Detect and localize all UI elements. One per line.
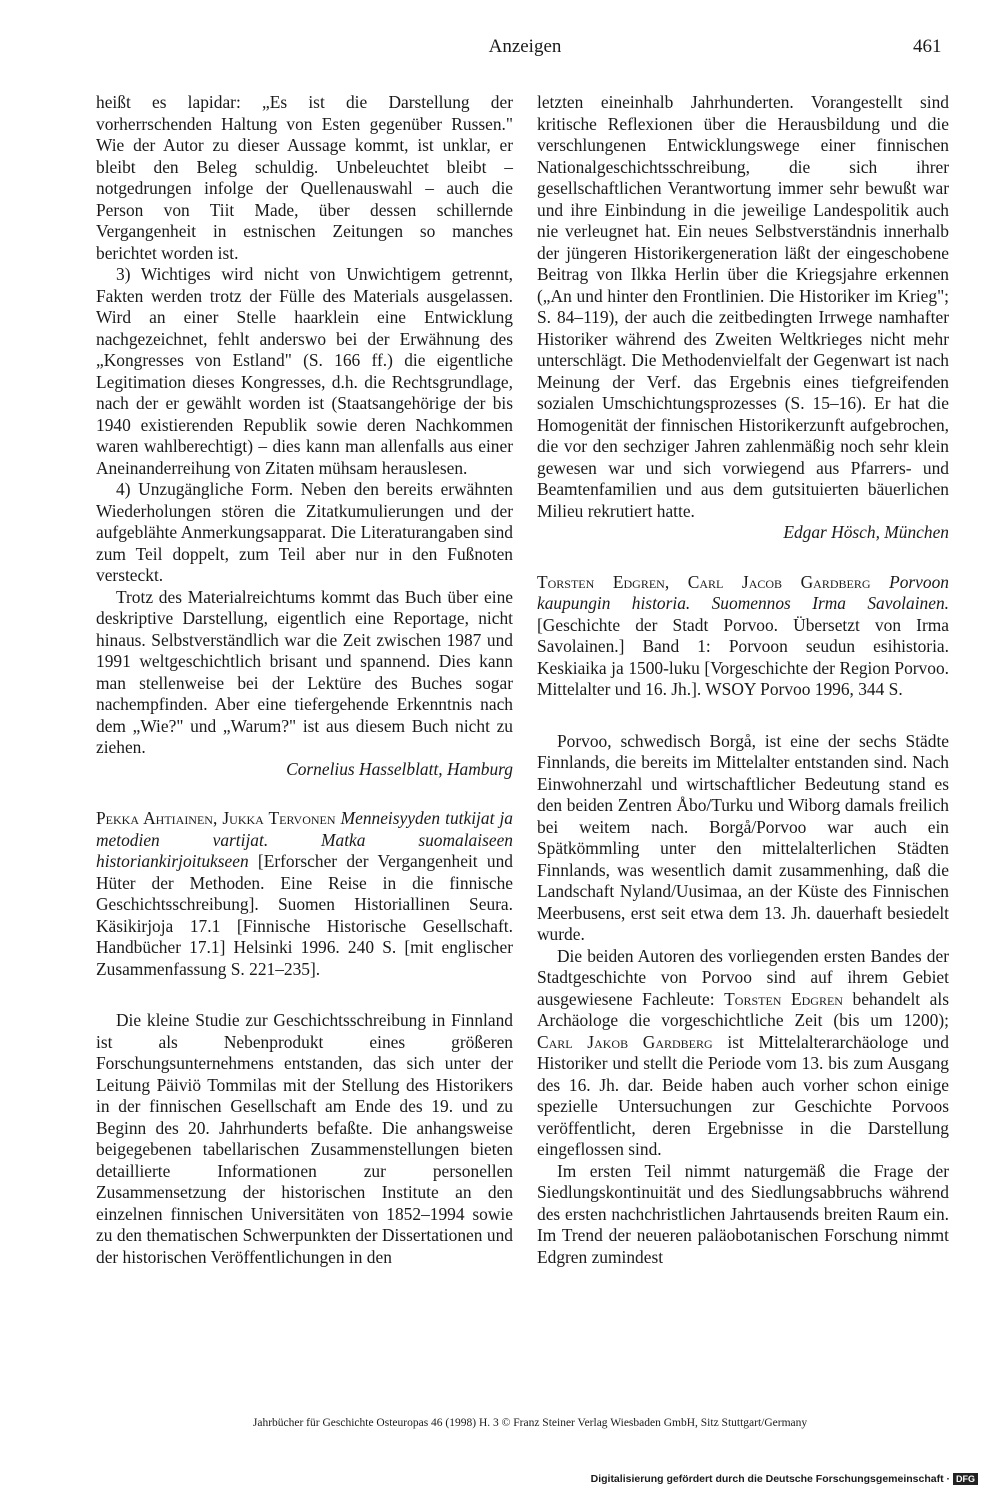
review3-paragraph-2: Die beiden Autoren des vorliegenden ersten Bandes der Stadtgeschichte von Porvoo sind auf ihrem Gebiet ausgewiesene Fachleute: Torsten Edgren behandelt als Archäologe die vorgeschichtliche Zeit (bis um 1200); Carl Jakob Gardberg ist Mittelalterarchäologe und Historiker und stellt die Periode vom 13. bis zum Ausgang des 16. Jh. dar. Beide haben auch vorher schon einige spezielle Untersuchungen zur Geschichte Porvoos veröffentlicht, deren Ergebnisse in die Darstellung eingeflossen sind.	[537, 945, 949, 1159]
footer-citation: Jahrbücher für Geschichte Osteuropas 46 (1998) H. 3 © Franz Steiner Verlag Wiesbaden GmbH, Sitz Stuttgart/Germany	[252, 1417, 808, 1429]
dfg-logo-icon: DFG	[953, 1473, 978, 1485]
review2-signature: Edgar Hösch, München	[783, 522, 949, 542]
review1-paragraph-3: 4) Unzugängliche Form. Neben den bereits erwähnten Wiederholungen stören die Zitatkumulierungen und der aufgeblähte Anmerkungsapparat. Die Literaturangaben sind zum Teil doppelt, zum Teil aber nur in den Fußnoten versteckt.	[96, 479, 513, 585]
review1-signature: Cornelius Hasselblatt, Hamburg	[286, 758, 513, 779]
review2-details: [Erforscher der Vergangenheit und Hüter der Methoden. Eine Reise in die finnische Geschichtsschreibung]. Suomen Historiallinen Seura. Käsikirjoja 17.1 [Finnische Historische Gesellschaft. Handbücher 17.1] Helsinki 1996. 240 S. [mit englischer Zusammenfassung S. 221–235].	[96, 851, 513, 979]
header-title: Anzeigen	[488, 36, 562, 57]
review2-authors: Pekka Ahtiainen, Jukka Tervonen	[96, 808, 336, 828]
review3-paragraph-1: Porvoo, schwedisch Borgå, ist eine der sechs Städte Finnlands, die bereits im Mittelalter entstanden sind. Nach Einwohnerzahl und wirtschaftlicher Bedeutung stand es den beiden Zentren Åbo/Turku und Wiborg damals freilich bei weitem nach. Borgå/Porvoo war auch ein Spätkömmling unter den mittelalterlichen Städten Finnlands, was wesentlich damit zusammenhing, daß die Landschaft Nyland/Uusimaa, an der Küste des Finnischen Meerbusens, erst seit etwa dem 13. Jh. dauerhaft besiedelt wurde.	[537, 730, 949, 944]
author-name-gardberg: Carl Jakob Gardberg	[537, 1031, 713, 1052]
review3-authors: Torsten Edgren, Carl Jacob Gardberg	[537, 571, 871, 592]
review2-paragraph-2: letzten eineinhalb Jahrhunderten. Vorangestellt sind kritische Reflexionen über die Herausbildung und die verschlungenen Entwicklungswege einer finnischen Nationalgeschichtsschreibung, die sich ihrer gesellschaftlichen Verantwortung immer sehr bewußt war und ihre Einbindung in die jeweilige Landespolitik auch nie verleugnet hat. Ein neues Selbstverständnis innerhalb der jüngeren Historikergeneration läßt der eingeschobene Beitrag von Ilkka Herlin über die Kriegsjahre erkennen („An und hinter den Frontlinien. Die Historiker im Krieg"; S. 84–119), der auch die zeitbedingten Irrwege namhafter Historiker während des Zweiten Weltkrieges nicht mehr unterschlägt. Die Methodenvielfalt der Gegenwart ist nach Meinung der Verf. das Ergebnis eines tiefgreifenden sozialen Umschichtungsprozesses (S. 15–16). Er hat die Homogenität der finnischen Historikerzunft aufgebrochen, die vor den sechziger Jahren zahlenmäßig noch sehr klein gewesen war und sich vorwiegend aus Pfarrers- und Beamtenfamilien und aus dem gutsituierten bäuerlichen Milieu rekrutiert hatte.	[537, 92, 949, 521]
review3-paragraph-3: Im ersten Teil nimmt naturgemäß die Frage der Siedlungskontinuität und des Siedlungsabbruchs während des ersten nachchristlichen Jahrtausends breiten Raum ein. Im Trend der neueren paläobotanischen Forschung nimmt Edgren zumindest	[537, 1160, 949, 1267]
review1-paragraph-2: 3) Wichtiges wird nicht von Unwichtigem getrennt, Fakten werden trotz der Fülle des Materials ausgelassen. Wird an einer Stelle haarklein eine Entwicklung nachgezeichnet, fehlt anderswo bei der Erwähnung des „Kongresses von Estland" (S. 166 ff.) die eigentliche Legitimation dieses Kongresses, d.h. die Rechtsgrundlage, nach der er gewählt worden ist (Staatsangehörige der bis 1940 existierenden Republik sowie deren Nachkommen waren wahlberechtigt) – dies kann man allenfalls aus einer Aneinanderreihung von Zitaten mühsam herauslesen.	[96, 264, 513, 478]
review2-bibliography	[96, 808, 513, 980]
review1-paragraph-1: heißt es lapidar: „Es ist die Darstellung der vorherrschenden Haltung von Esten gegenüber Russen." Wie der Autor zu dieser Aussage kommt, ist unklar, er bleibt den Beleg schuldig. Unbeleuchtet bleibt – notgedrungen infolge der Quellenauswahl – auch die Person von Tiit Made, über dessen schillernde Vergangenheit in estnischen Zeitungen so manches berichtet worden ist.	[96, 92, 513, 263]
dfg-credit-text: Digitalisierung gefördert durch die Deutsche Forschungsgemeinschaft ·	[590, 1473, 950, 1485]
review2-title: Menneisyyden tutkijat ja metodien vartijat. Matka suomalaiseen historiankirjoitukseen	[96, 808, 513, 871]
author-name-edgren: Torsten Edgren	[724, 988, 843, 1009]
page-number: 461	[913, 36, 942, 57]
review3-title: Porvoon kaupungin historia. Suomennos Irma Savolainen.	[537, 571, 949, 613]
right-column	[537, 92, 949, 1268]
review3-bibliography	[537, 572, 949, 701]
review2-paragraph-1: Die kleine Studie zur Geschichtsschreibung in Finnland ist als Nebenprodukt eines größeren Forschungsunternehmens entstanden, das sich unter der Leitung Päiviö Tommilas mit der Stellung des Historikers in der finnischen Gesellschaft am Ende des 19. und zu Beginn des 20. Jahrhunderts befaßte. Die anhangsweise beigegebenen tabellarischen Zusammenstellungen bieten detaillierte Informationen zur personellen Zusammensetzung der historischen Institute an den einzelnen finnischen Universitäten von 1852–1994 sowie zu den thematischen Schwerpunkten der Dissertationen und der historischen Veröffentlichungen in den	[96, 1010, 513, 1267]
review1-paragraph-4: Trotz des Materialreichtums kommt das Buch über eine deskriptive Darstellung, eigentlich eine Reportage, nicht hinaus. Selbstverständlich war die Zeit zwischen 1987 und 1991 weltgeschichtlich brisant und spannend. Dies kann man stellenweise bei der Lektüre des Buches sogar nachempfinden. Aber eine tiefergehende Erkenntnis nach dem „Wie?" und „Warum?" ist aus diesem Buch nicht zu ziehen.	[96, 586, 513, 757]
dfg-credit	[591, 1473, 978, 1485]
review3-details: [Geschichte der Stadt Porvoo. Übersetzt von Irma Savolainen.] Band 1: Porvoon seudun esihistoria. Keskiaika ja 1500-luku [Vorgeschichte der Region Porvoo. Mittelalter und 16. Jh.]. WSOY Porvoo 1996, 344 S.	[537, 614, 949, 699]
left-column	[96, 92, 513, 1268]
